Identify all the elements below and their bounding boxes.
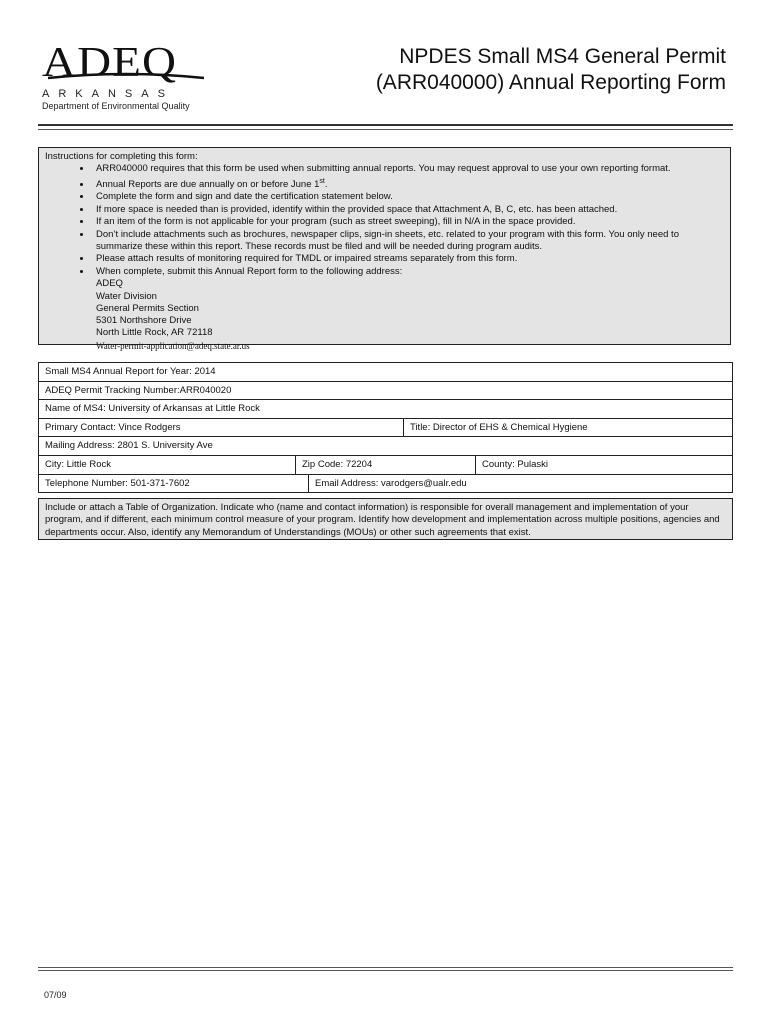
- logo-department: Department of Environmental Quality: [42, 101, 190, 111]
- instructions-box: [38, 147, 731, 351]
- submission-email: Water-permit-application@adeq.state.ar.us: [96, 340, 250, 351]
- report-year-field[interactable]: Small MS4 Annual Report for Year: 2014: [45, 366, 216, 377]
- form-title-line1: NPDES Small MS4 General Permit: [399, 45, 726, 68]
- form-revision-code: 07/09: [44, 990, 67, 1000]
- instruction-item: [92, 176, 724, 192]
- address-line: ADEQ: [96, 278, 123, 290]
- address-line: General Permits Section: [96, 302, 199, 314]
- table-row: [39, 382, 732, 401]
- header-rule: [38, 124, 733, 126]
- table-row: [39, 419, 732, 438]
- footer-rule-thin: [38, 970, 733, 971]
- mailing-address-field[interactable]: Mailing Address: 2801 S. University Ave: [45, 440, 213, 452]
- form-title: [376, 44, 726, 96]
- instructions-list: [45, 163, 724, 278]
- city-field[interactable]: City: Little Rock: [45, 458, 111, 470]
- telephone-field[interactable]: Telephone Number: 501-371-7602: [45, 477, 190, 489]
- instruction-superscript: st: [319, 177, 325, 185]
- ms4-name-field[interactable]: Name of MS4: University of Arkansas at Little Rock: [45, 403, 260, 415]
- instruction-item: • Please attach results of monitoring required for TMDL or impaired streams separately from this form.: [92, 253, 724, 265]
- instruction-item: • Complete the form and sign and date the certification statement below.: [92, 191, 724, 203]
- instruction-item: • If more space is needed than is provided, identify within the provided space that Attachment A, B, C, etc. has been attached.: [92, 204, 724, 216]
- instruction-item: • When complete, submit this Annual Report form to the following address:: [92, 266, 724, 278]
- table-row: [39, 437, 732, 456]
- county-field[interactable]: County: Pulaski: [475, 456, 732, 474]
- instruction-suffix: .: [324, 178, 328, 190]
- table-row: [39, 456, 732, 475]
- form-title-line2: (ARR040000) Annual Reporting Form: [375, 71, 726, 94]
- email-field[interactable]: Email Address: varodgers@ualr.edu: [308, 475, 732, 493]
- header-rule-thin: [38, 129, 733, 130]
- instruction-item: • If an item of the form is not applicable for your program (such as street sweeping), fill in N/A in the space provided.: [92, 216, 724, 228]
- contact-title-field[interactable]: Title: Director of EHS & Chemical Hygiene: [403, 419, 732, 437]
- instruction-item: • Don’t include attachments such as brochures, newspaper clips, sign-in sheets, etc. related to your program with this form. You only need to summarize these within this report. These records must be filed and will be needed during program audits.: [92, 229, 724, 254]
- permittee-info-table: [38, 362, 733, 493]
- address-line: 5301 Northshore Drive: [96, 315, 192, 327]
- address-line: Water Division: [96, 290, 157, 302]
- primary-contact-field[interactable]: Primary Contact: Vince Rodgers: [45, 421, 181, 433]
- table-row: [39, 400, 732, 419]
- logo-swoosh-icon: [46, 72, 206, 82]
- logo-state: ARKANSAS: [42, 88, 174, 100]
- toc-instructions: Include or attach a Table of Organization. Indicate who (name and contact information) is responsible for overall management and implementation of your program, and if different, each minimum control measure of your program. Identify how development and implementation across multiple positions, agencies and departments occur. Also, identify any Memorandum of Understandings (MOUs) or other such agreements that exist.: [45, 502, 720, 538]
- table-row: [39, 363, 732, 382]
- address-line: North Little Rock, AR 72118: [96, 327, 213, 339]
- table-row: [39, 475, 732, 493]
- zip-code-field[interactable]: Zip Code: 72204: [295, 456, 475, 474]
- permit-tracking-field[interactable]: ADEQ Permit Tracking Number:ARR040020: [45, 384, 232, 396]
- adeq-logo: [42, 40, 212, 111]
- logo-wordmark: ADEQ: [42, 40, 178, 86]
- mailing-address-block: [96, 278, 724, 352]
- instruction-item: • ARR040000 requires that this form be used when submitting annual reports. You may request approval to use your own reporting format.: [92, 163, 724, 175]
- table-of-organization-box: [38, 498, 733, 540]
- instructions-heading: Instructions for completing this form:: [45, 151, 198, 162]
- footer-rule: [38, 967, 733, 968]
- instruction-text: Annual Reports are due annually on or before June 1: [96, 178, 320, 190]
